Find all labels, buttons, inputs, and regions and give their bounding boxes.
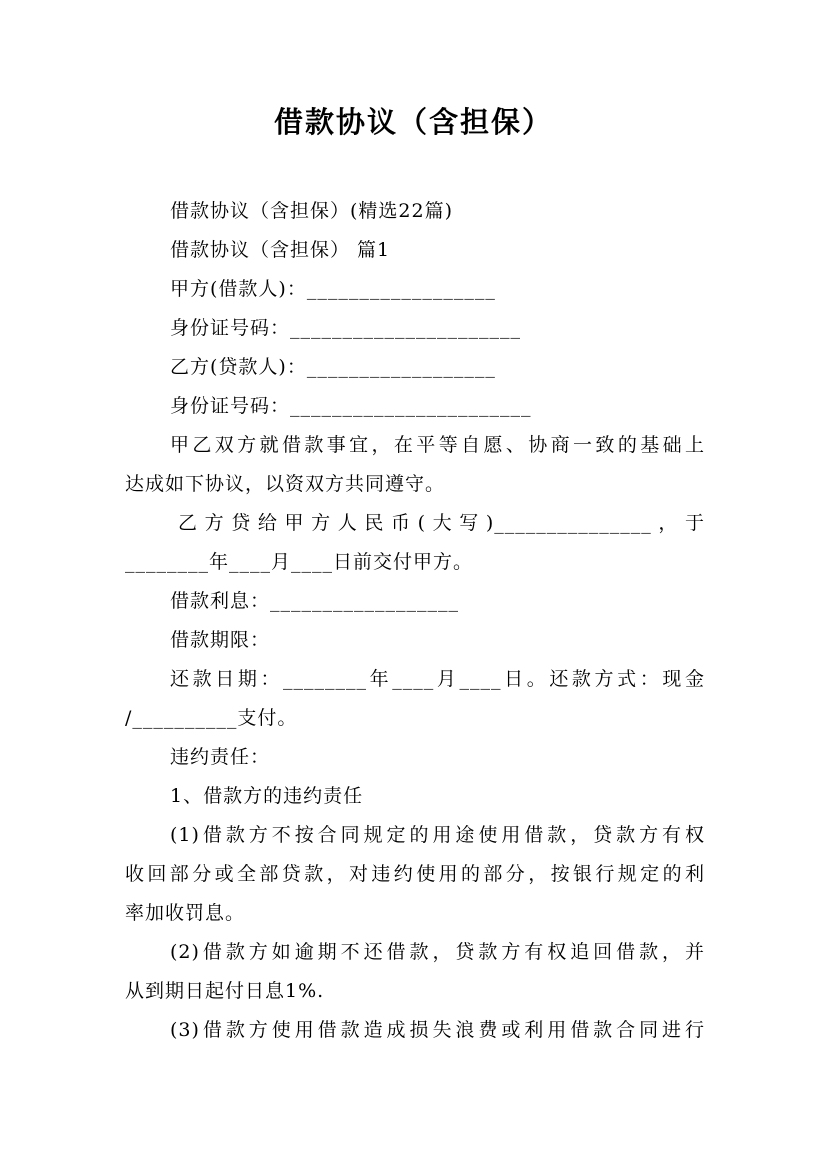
liability-heading: 违约责任： — [170, 746, 271, 768]
paragraph-line: 甲乙双方就借款事宜，在平等自愿、协商一致的基础上 — [170, 434, 705, 456]
paragraph-line: (1)借款方不按合同规定的用途使用借款，贷款方有权 — [170, 824, 705, 846]
paragraph-line: 率加收罚息。 — [125, 902, 246, 924]
paragraph-line: (3)借款方使用借款造成损失浪费或利用借款合同进行 — [170, 1019, 705, 1041]
paragraph-line: (2)借款方如逾期不还借款，贷款方有权追回借款，并 — [170, 941, 705, 963]
interest-line: 借款利息：__________________ — [170, 590, 460, 612]
party-a-id-line: 身份证号码：______________________ — [170, 317, 522, 339]
party-b-id-line: 身份证号码：_______________________ — [170, 395, 532, 417]
repayment-line: 还款日期：________年____月____日。还款方式：现金 — [170, 668, 705, 690]
paragraph-line: 收回部分或全部贷款，对违约使用的部分，按银行规定的利 — [125, 863, 705, 885]
subtitle-line: 借款协议（含担保）(精选22篇) — [170, 200, 454, 222]
party-a-line: 甲方(借款人)：__________________ — [170, 278, 496, 300]
paragraph-line: 乙方贷给甲方人民币(大写)_______________，于 — [178, 512, 705, 534]
paragraph-line: 达成如下协议，以资双方共同遵守。 — [125, 473, 446, 495]
paragraph-line: 从到期日起付日息1%. — [125, 980, 325, 1002]
section-heading: 借款协议（含担保） 篇1 — [170, 239, 391, 261]
term-line: 借款期限： — [170, 629, 271, 651]
clause-heading: 1、借款方的违约责任 — [170, 785, 364, 807]
paragraph-line: /__________支付。 — [125, 707, 298, 729]
party-b-line: 乙方(贷款人)：__________________ — [170, 356, 496, 378]
document-title: 借款协议（含担保） — [273, 105, 553, 139]
paragraph-line: ________年____月____日前交付甲方。 — [125, 551, 474, 573]
